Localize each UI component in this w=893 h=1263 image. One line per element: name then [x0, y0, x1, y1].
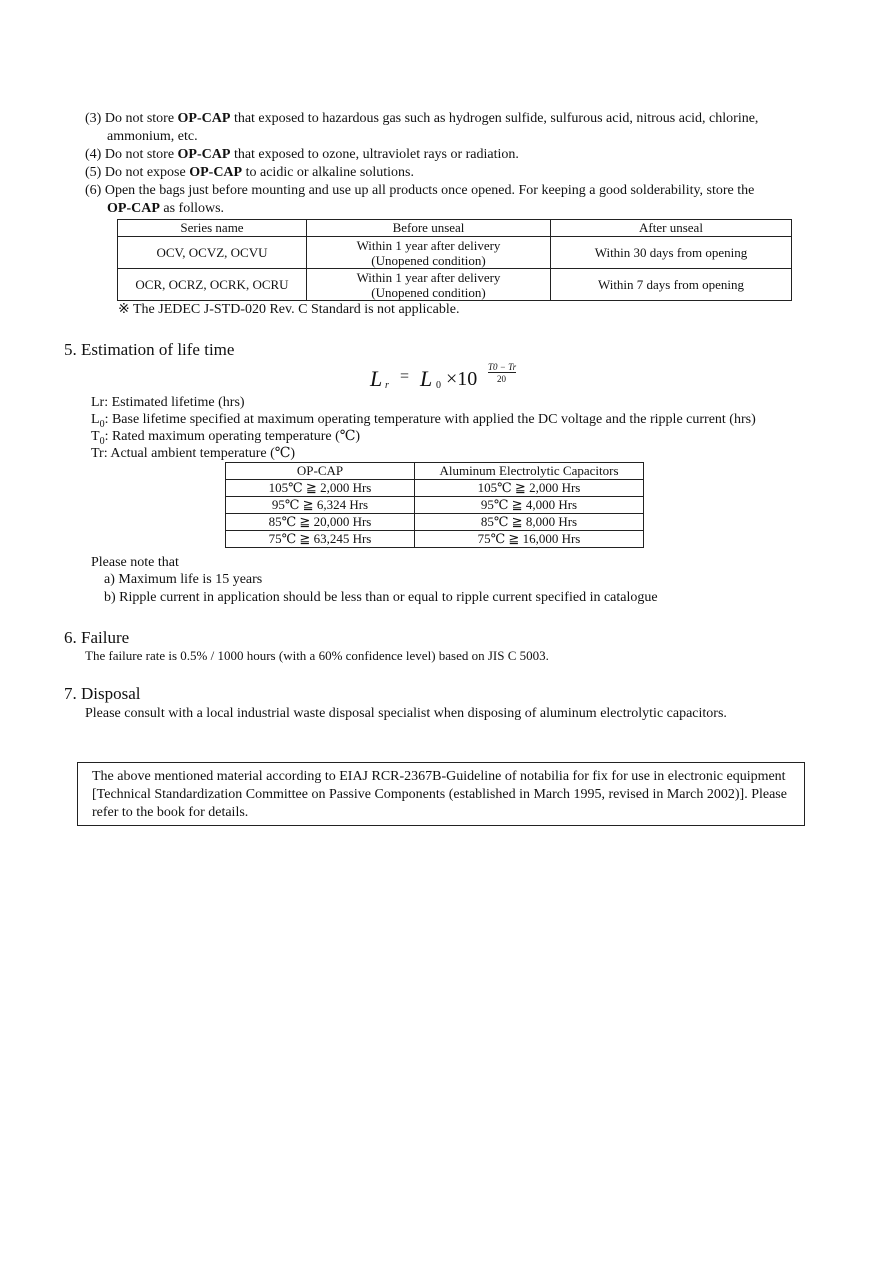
- formula-exp-num: T0 − Tr: [488, 362, 517, 372]
- cell-line: Within 1 year after delivery: [356, 269, 501, 285]
- item-text: Do not store: [104, 147, 175, 162]
- table-cell-series: OCR, OCRZ, OCRK, OCRU: [118, 269, 307, 301]
- definition-tr: Tr: Actual ambient temperature (℃): [91, 446, 296, 461]
- item-continuation: [85, 200, 815, 218]
- storage-item-6: [85, 182, 815, 218]
- life-formula: [370, 360, 540, 400]
- storage-table: [117, 219, 792, 301]
- table-cell: 105℃ ≧ 2,000 Hrs: [415, 480, 644, 497]
- storage-item-4: [85, 146, 815, 164]
- life-table: [225, 462, 644, 548]
- table-row: [226, 497, 644, 514]
- table-header: Series name: [118, 220, 307, 237]
- table-cell-after: Within 7 days from opening: [551, 269, 792, 301]
- table-row: [226, 480, 644, 497]
- table-cell: 75℃ ≧ 16,000 Hrs: [415, 531, 644, 548]
- table-row: [118, 237, 792, 269]
- table-cell: 105℃ ≧ 2,000 Hrs: [226, 480, 415, 497]
- item-product-name: OP-CAP: [107, 201, 160, 216]
- cell-line: Within 1 year after delivery: [356, 237, 501, 253]
- item-continuation: ammonium, etc.: [107, 129, 198, 144]
- table-row: [226, 531, 644, 548]
- formula-times-ten: ×10: [446, 368, 478, 390]
- table-cell: 95℃ ≧ 6,324 Hrs: [226, 497, 415, 514]
- cell-line: (Unopened condition): [371, 284, 486, 300]
- table-cell-series: OCV, OCVZ, OCVU: [118, 237, 307, 269]
- table-header: After unseal: [551, 220, 792, 237]
- table-cell: 85℃ ≧ 8,000 Hrs: [415, 514, 644, 531]
- item-number: (4): [85, 147, 102, 162]
- def-text: : Rated maximum operating temperature (℃): [104, 429, 361, 444]
- section-heading-life-time: 5. Estimation of life time: [64, 340, 235, 359]
- item-text: that exposed to hazardous gas such as hydrogen sulfide, sulfurous acid, nitrous acid, chlorine,: [233, 111, 759, 126]
- failure-text: The failure rate is 0.5% / 1000 hours (with a 60% confidence level) based on JIS C 5003.: [85, 648, 549, 663]
- note-b: b) Ripple current in application should be less than or equal to ripple current specified in catalogue: [104, 590, 658, 605]
- item-text: Open the bags just before mounting and use up all products once opened. For keeping a good solderability, store the: [104, 183, 755, 198]
- formula-lhs: L: [370, 366, 383, 391]
- table-header: Before unseal: [307, 220, 551, 237]
- table-cell-before: [307, 237, 551, 269]
- disposal-text: Please consult with a local industrial waste disposal specialist when disposing of aluminum electrolytic capacitors.: [85, 706, 727, 721]
- reference-text: The above mentioned material according to EIAJ RCR-2367B-Guideline of notabilia for fix for use in electronic equipment [Technical Standardization Committee on Passive Components (established in March 1995, revised in March 2002)]. Please refer to the book for details.: [92, 769, 787, 820]
- formula-equals: =: [400, 368, 410, 385]
- def-text: : Base lifetime specified at maximum operating temperature with applied the DC voltage and the ripple current (hrs): [104, 412, 756, 427]
- item-product-name: OP-CAP: [189, 165, 243, 180]
- storage-item-5: [85, 164, 815, 182]
- table-cell: 75℃ ≧ 63,245 Hrs: [226, 531, 415, 548]
- formula-exp-den: 20: [497, 374, 506, 384]
- def-subscript: 0: [99, 435, 105, 447]
- def-symbol: T: [91, 429, 100, 444]
- storage-item-3: [85, 110, 815, 146]
- note-a: a) Maximum life is 15 years: [104, 572, 263, 587]
- table-row: [226, 514, 644, 531]
- reference-box: [77, 762, 805, 826]
- definition-lr: Lr: Estimated lifetime (hrs): [91, 395, 245, 410]
- table-cell: 85℃ ≧ 20,000 Hrs: [226, 514, 415, 531]
- formula-lhs-sub: r: [385, 380, 389, 391]
- jedec-note: ※ The JEDEC J-STD-020 Rev. C Standard is not applicable.: [118, 302, 460, 317]
- table-cell: 95℃ ≧ 4,000 Hrs: [415, 497, 644, 514]
- table-header: OP-CAP: [226, 463, 415, 480]
- item-product-name: OP-CAP: [177, 147, 231, 162]
- def-symbol: L: [91, 412, 100, 427]
- item-product-name: OP-CAP: [177, 111, 231, 126]
- item-number: (5): [85, 165, 102, 180]
- item-number: (6): [85, 183, 102, 198]
- section-heading-disposal: 7. Disposal: [64, 684, 141, 703]
- table-cell-before: [307, 269, 551, 301]
- def-subscript: 0: [99, 418, 105, 430]
- table-header: Aluminum Electrolytic Capacitors: [415, 463, 644, 480]
- table-cell-after: Within 30 days from opening: [551, 237, 792, 269]
- table-row: [118, 269, 792, 301]
- cell-line: (Unopened condition): [371, 252, 486, 268]
- item-text: that exposed to ozone, ultraviolet rays or radiation.: [233, 147, 519, 162]
- item-number: (3): [85, 111, 102, 126]
- formula-rhs-sub: 0: [436, 380, 441, 391]
- item-text: to acidic or alkaline solutions.: [245, 165, 414, 180]
- note-title: Please note that: [91, 555, 179, 570]
- section-heading-failure: 6. Failure: [64, 628, 130, 647]
- item-text: Do not store: [104, 111, 175, 126]
- item-text: Do not expose: [104, 165, 186, 180]
- item-text: as follows.: [163, 201, 225, 216]
- formula-rhs: L: [420, 366, 433, 391]
